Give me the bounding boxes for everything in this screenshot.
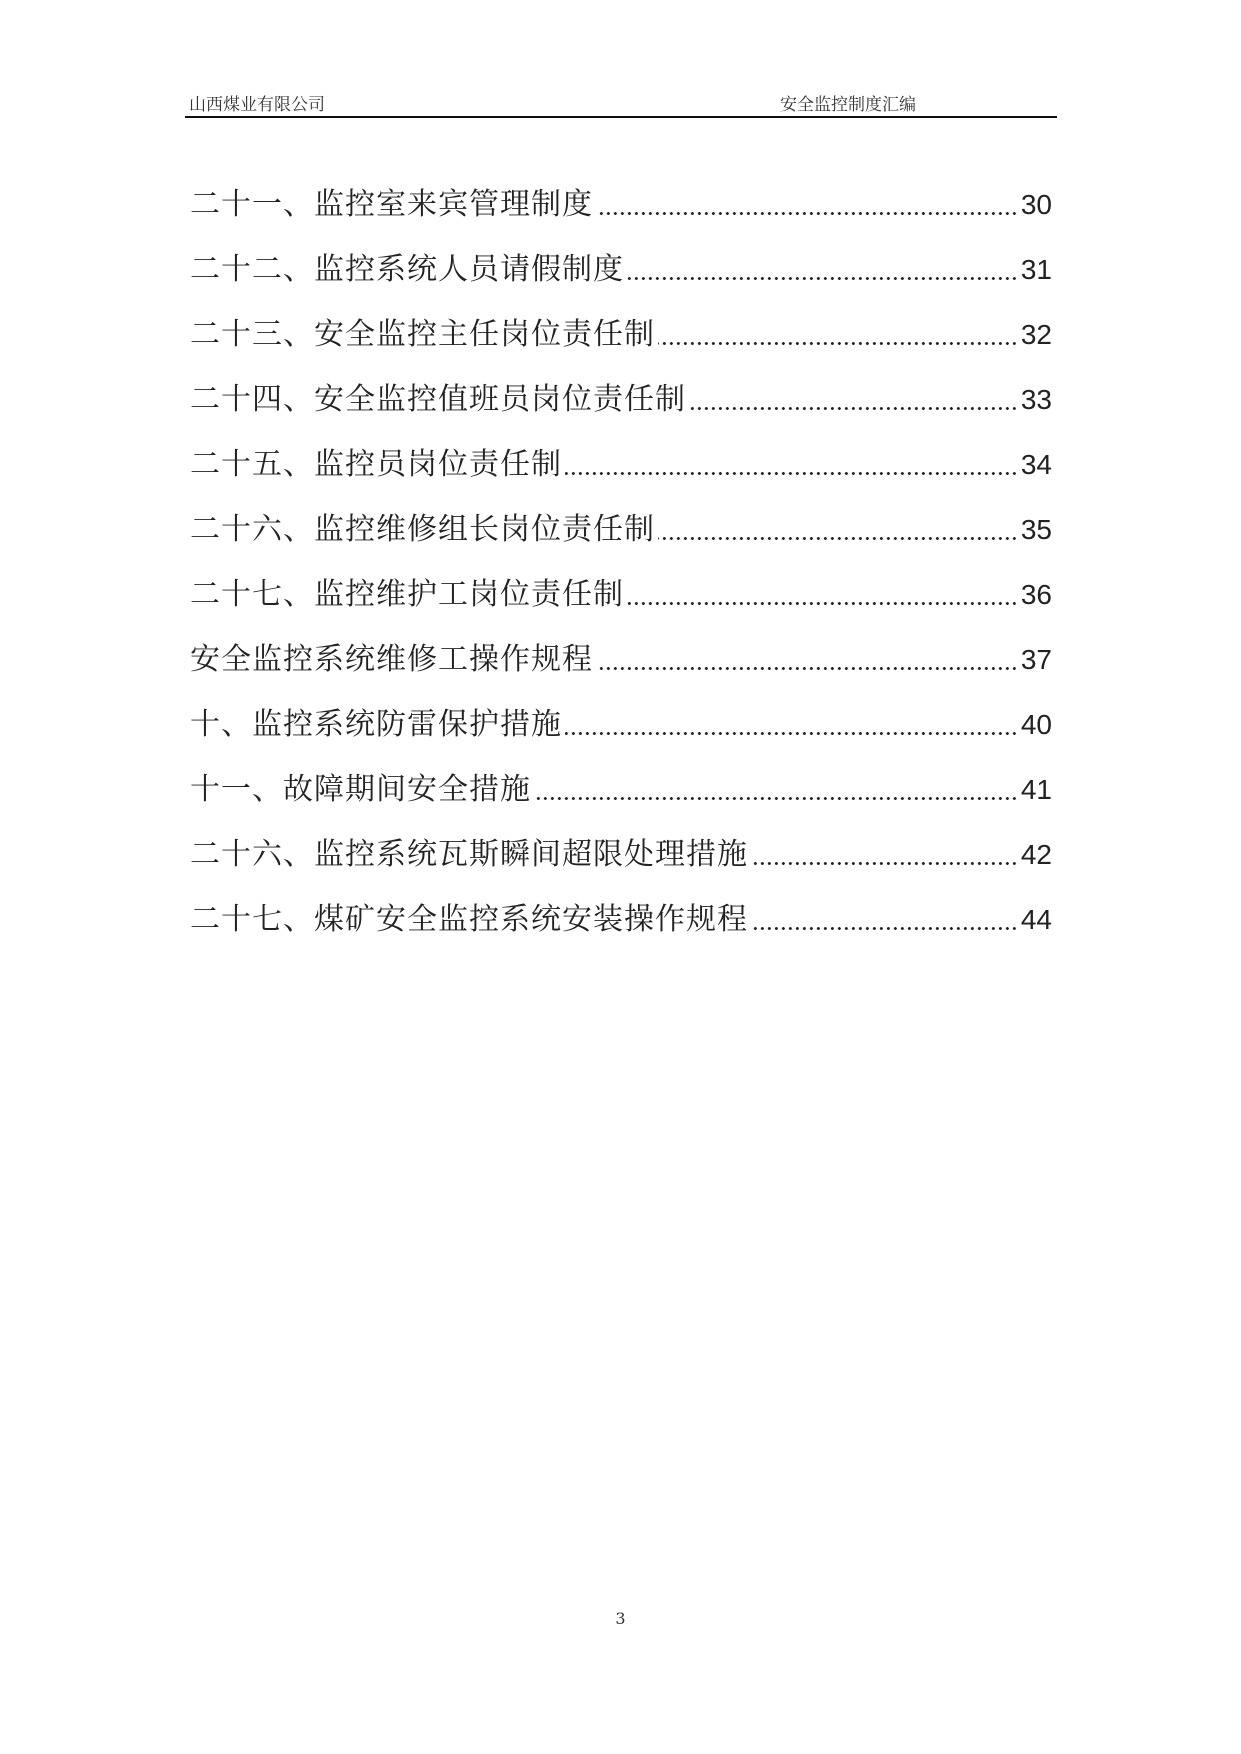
- toc-entry-title: 十、监控系统防雷保护措施: [190, 707, 562, 742]
- toc-entry-page: 35: [1020, 514, 1052, 545]
- page-number: 3: [615, 1609, 626, 1628]
- toc-entry-page: 31: [1020, 254, 1052, 285]
- toc-entry[interactable]: [190, 745, 1052, 810]
- toc-entry[interactable]: [190, 160, 1052, 225]
- toc-entry-title: 二十三、安全监控主任岗位责任制: [190, 317, 655, 352]
- toc-entry-page: 30: [1020, 189, 1052, 220]
- toc-entry-title: 安全监控系统维修工操作规程: [190, 642, 593, 677]
- page-header: [185, 86, 1057, 116]
- toc-entry-page: 44: [1020, 904, 1052, 935]
- toc-entry-title: 二十七、煤矿安全监控系统安装操作规程: [190, 902, 748, 937]
- toc-dot-leader: [658, 339, 1018, 347]
- toc-dot-leader: [627, 274, 1018, 282]
- toc-dot-leader: [565, 729, 1018, 737]
- toc-entry-page: 34: [1020, 449, 1052, 480]
- toc-entry[interactable]: [190, 290, 1052, 355]
- toc-entry-title: 十一、故障期间安全措施: [190, 772, 531, 807]
- toc-dot-leader: [689, 404, 1018, 412]
- header-company-name: 山西煤业有限公司: [189, 95, 325, 115]
- toc-entry-title: 二十四、安全监控值班员岗位责任制: [190, 382, 686, 417]
- toc-dot-leader: [751, 924, 1018, 932]
- header-document-title: 安全监控制度汇编: [780, 95, 916, 115]
- toc-dot-leader: [658, 534, 1018, 542]
- toc-dot-leader: [596, 209, 1018, 217]
- toc-entry-page: 40: [1020, 709, 1052, 740]
- toc-entry[interactable]: [190, 680, 1052, 745]
- toc-entry-page: 36: [1020, 579, 1052, 610]
- toc-dot-leader: [627, 599, 1018, 607]
- toc-entry-title: 二十六、监控维修组长岗位责任制: [190, 512, 655, 547]
- toc-entry[interactable]: [190, 810, 1052, 875]
- toc-entry[interactable]: [190, 355, 1052, 420]
- toc-entry-page: 37: [1020, 644, 1052, 675]
- toc-dot-leader: [534, 794, 1018, 802]
- toc-entry-title: 二十七、监控维护工岗位责任制: [190, 577, 624, 612]
- toc-entry[interactable]: [190, 875, 1052, 940]
- toc-entry[interactable]: [190, 420, 1052, 485]
- toc-entry[interactable]: [190, 550, 1052, 615]
- toc-entry-title: 二十五、监控员岗位责任制: [190, 447, 562, 482]
- toc-entry-page: 42: [1020, 839, 1052, 870]
- toc-dot-leader: [565, 469, 1018, 477]
- toc-dot-leader: [596, 664, 1018, 672]
- toc-entry[interactable]: [190, 225, 1052, 290]
- table-of-contents: [190, 160, 1052, 940]
- toc-entry[interactable]: [190, 615, 1052, 680]
- toc-entry-title: 二十二、监控系统人员请假制度: [190, 252, 624, 287]
- toc-entry-page: 41: [1020, 774, 1052, 805]
- header-divider: [185, 116, 1057, 118]
- toc-entry-title: 二十六、监控系统瓦斯瞬间超限处理措施: [190, 837, 748, 872]
- toc-entry-page: 32: [1020, 319, 1052, 350]
- toc-entry-page: 33: [1020, 384, 1052, 415]
- toc-entry[interactable]: [190, 485, 1052, 550]
- toc-dot-leader: [751, 859, 1018, 867]
- toc-entry-title: 二十一、监控室来宾管理制度: [190, 187, 593, 222]
